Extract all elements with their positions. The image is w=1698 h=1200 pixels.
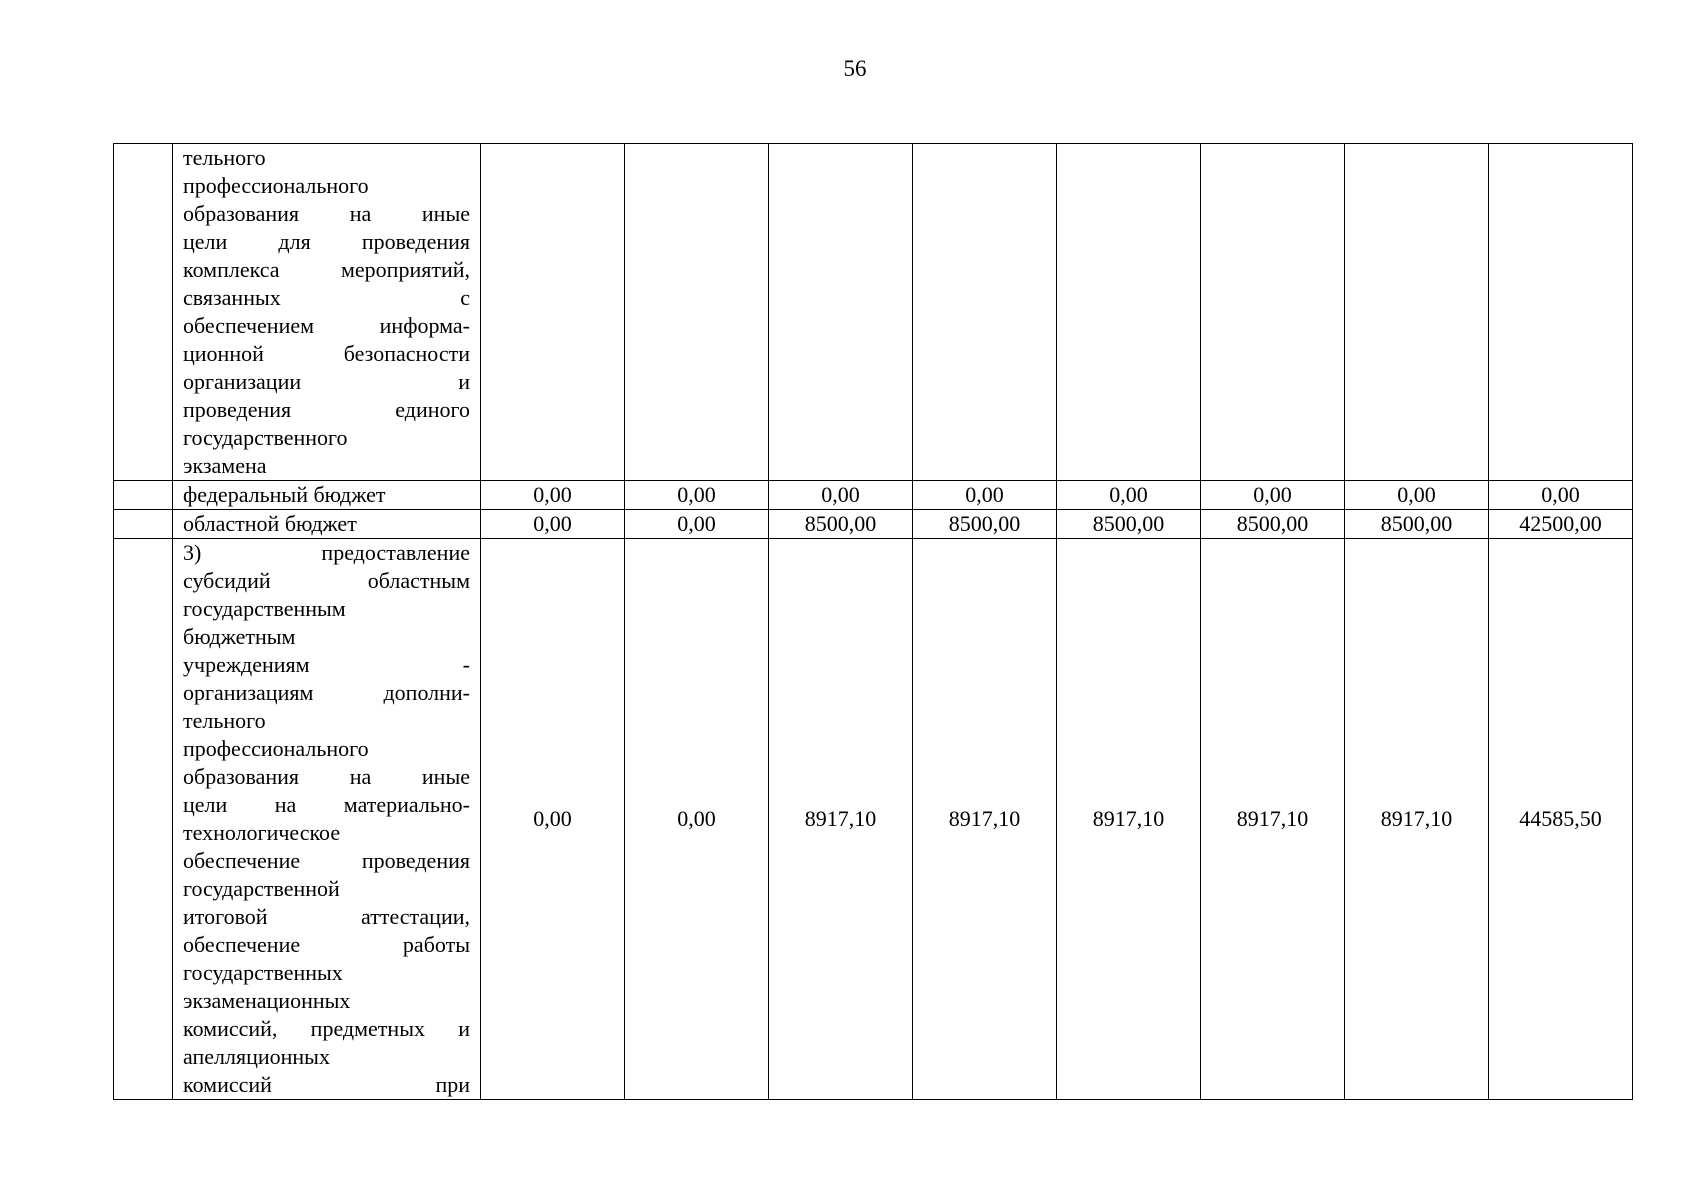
page-number: 56 xyxy=(843,56,867,81)
row-number-cell xyxy=(114,481,173,510)
description-line: организации и xyxy=(183,369,470,394)
value-cell: 0,00 xyxy=(625,539,769,1100)
description-line: итоговой аттестации, xyxy=(183,904,470,929)
description-line: образования на иные xyxy=(183,201,470,226)
value-cell xyxy=(481,144,625,481)
description-line: государственной xyxy=(183,876,340,901)
value-cell: 0,00 xyxy=(481,481,625,510)
table-row xyxy=(114,510,1633,539)
table-row xyxy=(114,144,1633,481)
value-cell: 44585,50 xyxy=(1489,539,1633,1100)
row-description-cell xyxy=(173,481,481,510)
value-cell xyxy=(1201,144,1345,481)
value-cell: 8500,00 xyxy=(1057,510,1201,539)
value-cell: 8500,00 xyxy=(1201,510,1345,539)
description-line: цели на материально- xyxy=(183,792,470,817)
value-cell: 8917,10 xyxy=(1345,539,1489,1100)
description-line: профессионального xyxy=(183,736,369,761)
description-line: комиссий при xyxy=(183,1072,470,1097)
value-cell: 8917,10 xyxy=(1057,539,1201,1100)
description-line: апелляционных xyxy=(183,1044,330,1069)
value-cell xyxy=(1345,144,1489,481)
description-line: областной бюджет xyxy=(183,511,357,536)
value-cell: 8500,00 xyxy=(769,510,913,539)
description-line: проведения единого xyxy=(183,397,470,422)
description-line: субсидий областным xyxy=(183,568,470,593)
value-cell: 8917,10 xyxy=(769,539,913,1100)
description-line: тельного xyxy=(183,708,266,733)
row-number-cell xyxy=(114,539,173,1100)
description-line: экзаменационных xyxy=(183,988,351,1013)
description-line: экзамена xyxy=(183,453,267,478)
description-line: государственного xyxy=(183,425,348,450)
description-line: технологическое xyxy=(183,820,341,845)
value-cell: 8500,00 xyxy=(1345,510,1489,539)
value-cell: 0,00 xyxy=(1489,481,1633,510)
row-number-cell xyxy=(114,144,173,481)
value-cell xyxy=(1489,144,1633,481)
description-line: 3) предоставление xyxy=(183,540,470,565)
value-cell: 8500,00 xyxy=(913,510,1057,539)
description-line: обеспечение работы xyxy=(183,932,470,957)
description-line: образования на иные xyxy=(183,764,470,789)
value-cell: 0,00 xyxy=(625,481,769,510)
description-line: обеспечением информа- xyxy=(183,313,470,338)
budget-table xyxy=(113,143,1633,1100)
description-line: профессионального xyxy=(183,173,369,198)
table-row xyxy=(114,481,1633,510)
description-line: цели для проведения xyxy=(183,229,470,254)
description-line: организациям дополни- xyxy=(183,680,470,705)
description-line: комиссий, предметных и xyxy=(183,1016,470,1041)
value-cell: 0,00 xyxy=(1201,481,1345,510)
description-line: связанных с xyxy=(183,285,470,310)
description-line: тельного xyxy=(183,145,266,170)
value-cell: 0,00 xyxy=(481,539,625,1100)
value-cell: 8917,10 xyxy=(913,539,1057,1100)
value-cell xyxy=(625,144,769,481)
description-line: государственных xyxy=(183,960,343,985)
value-cell: 0,00 xyxy=(481,510,625,539)
value-cell: 0,00 xyxy=(1057,481,1201,510)
description-line: комплекса мероприятий, xyxy=(183,257,470,282)
description-line: учреждениям - xyxy=(183,652,470,677)
description-line: обеспечение проведения xyxy=(183,848,470,873)
value-cell: 42500,00 xyxy=(1489,510,1633,539)
description-line: государственным xyxy=(183,596,346,621)
value-cell: 0,00 xyxy=(913,481,1057,510)
value-cell: 8917,10 xyxy=(1201,539,1345,1100)
description-line: федеральный бюджет xyxy=(183,482,386,507)
value-cell: 0,00 xyxy=(1345,481,1489,510)
row-description-cell xyxy=(173,510,481,539)
value-cell: 0,00 xyxy=(625,510,769,539)
table-row xyxy=(114,539,1633,1100)
value-cell xyxy=(769,144,913,481)
value-cell xyxy=(1057,144,1201,481)
value-cell: 0,00 xyxy=(769,481,913,510)
row-number-cell xyxy=(114,510,173,539)
description-line: ционной безопасности xyxy=(183,341,470,366)
description-line: бюджетным xyxy=(183,624,296,649)
value-cell xyxy=(913,144,1057,481)
row-description-cell xyxy=(173,539,481,1100)
row-description-cell xyxy=(173,144,481,481)
